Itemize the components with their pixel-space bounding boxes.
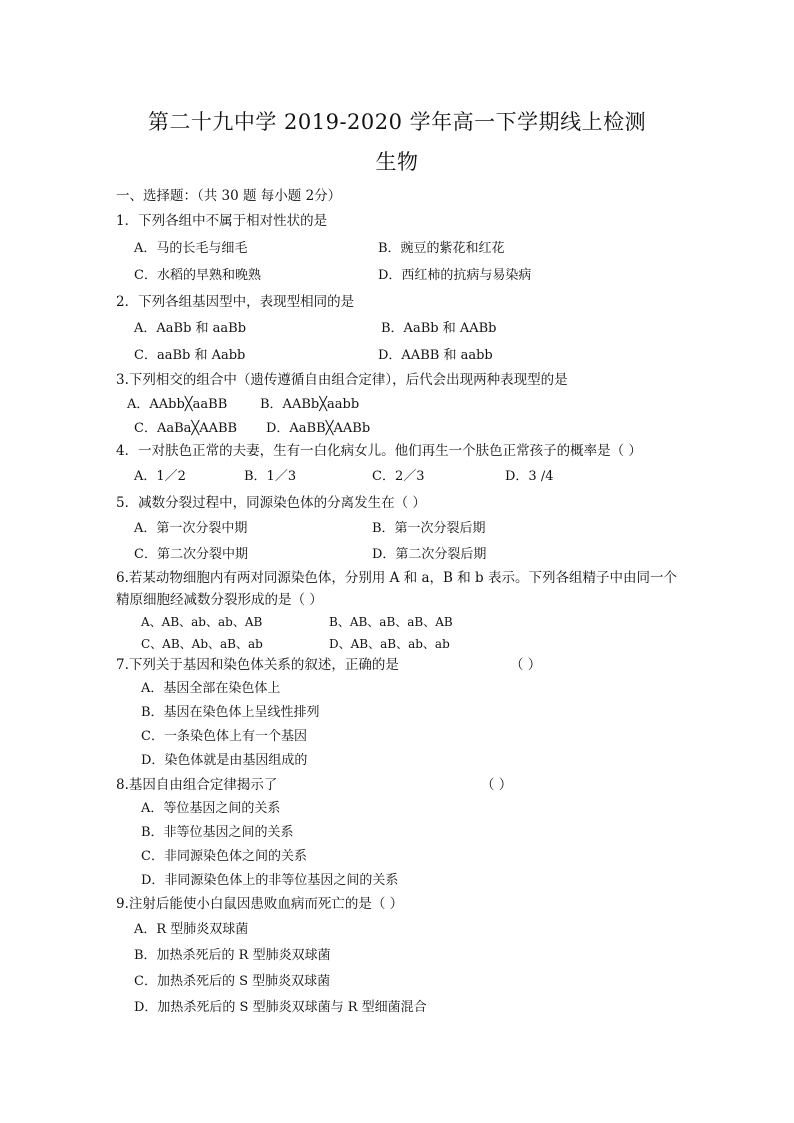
answer-parenthesis: （ ）	[510, 657, 542, 673]
question-option: D、AB、aB、ab、ab	[329, 637, 450, 651]
question-option: D．染色体就是由基因组成的	[141, 753, 308, 768]
question-option: A．AaBb 和 aaBb	[134, 321, 247, 336]
question-stem: 9.注射后能使小白鼠因患败血病而死亡的是（ ）	[116, 896, 404, 912]
question-stem: 1．下列各组中不属于相对性状的是	[116, 213, 328, 229]
question-option: A．第一次分裂中期	[134, 521, 248, 536]
question-option: C．2／3	[372, 469, 425, 484]
question-option: B．第一次分裂后期	[372, 521, 486, 536]
question-option: B．豌豆的紫花和红花	[378, 241, 505, 256]
question-option: D．AABB 和 aabb	[378, 348, 493, 363]
answer-parenthesis: （ ）	[481, 777, 513, 793]
question-option: A、AB、ab、ab、AB	[141, 615, 263, 629]
question-option: C．一条染色体上有一个基因	[141, 729, 307, 744]
question-stem-continued: 精原细胞经减数分裂形成的是（ ）	[116, 592, 323, 608]
question-stem: 6.若某动物细胞内有两对同源染色体，分别用 A 和 a，B 和 b 表示。下列各组精子中由同一个	[116, 570, 677, 586]
question-option: D．第二次分裂后期	[372, 547, 487, 562]
question-option: A．马的长毛与细毛	[134, 241, 248, 256]
exam-title: 第二十九中学 2019-2020 学年高一下学期线上检测	[147, 110, 647, 134]
question-option: D．非同源染色体上的非等位基因之间的关系	[141, 873, 399, 888]
question-option: B．非等位基因之间的关系	[141, 825, 294, 840]
question-option: D．西红柿的抗病与易染病	[378, 268, 532, 283]
question-stem: 8.基因自由组合定律揭示了	[116, 777, 278, 793]
question-option: C．非同源染色体之间的关系	[141, 849, 307, 864]
section-heading: 一、选择题：（共 30 题 每小题 2分）	[116, 188, 342, 204]
question-stem: 7.下列关于基因和染色体关系的叙述，正确的是	[116, 657, 399, 673]
question-option: C、AB、Ab、aB、ab	[141, 637, 263, 651]
question-option: B．加热杀死后的 R 型肺炎双球菌	[134, 948, 331, 963]
question-option: D．加热杀死后的 S 型肺炎双球菌与 R 型细菌混合	[134, 1000, 427, 1015]
question-option: D．AaBB╳AABb	[266, 421, 371, 436]
question-stem: 5．减数分裂过程中，同源染色体的分离发生在（ ）	[116, 495, 426, 511]
question-option: B．基因在染色体上呈线性排列	[141, 705, 320, 720]
question-option: C．AaBa╳AABB	[134, 421, 238, 436]
question-option: C．加热杀死后的 S 型肺炎双球菌	[134, 974, 331, 989]
exam-subject: 生物	[375, 150, 419, 174]
question-option: A．基因全部在染色体上	[141, 681, 281, 696]
question-option: C．aaBb 和 Aabb	[134, 348, 246, 363]
question-stem: 3.下列相交的组合中（遗传遵循自由组合定律），后代会出现两种表现型的是	[116, 372, 568, 388]
question-stem: 2．下列各组基因型中，表现型相同的是	[116, 294, 355, 310]
question-option: A．1／2	[134, 469, 186, 484]
question-option: C．水稻的早熟和晚熟	[134, 268, 261, 283]
question-option: B．AaBb 和 AABb	[381, 321, 497, 336]
question-option: B、AB、aB、aB、AB	[329, 615, 453, 629]
question-option: B．1／3	[244, 469, 297, 484]
question-option: D．3 /4	[505, 469, 554, 484]
question-option: B．AABb╳aabb	[260, 397, 360, 412]
question-option: A．AAbb╳aaBB	[127, 397, 228, 412]
question-option: A．等位基因之间的关系	[141, 801, 281, 816]
question-option: C．第二次分裂中期	[134, 547, 248, 562]
question-option: A．R 型肺炎双球菌	[134, 922, 249, 937]
question-stem: 4．一对肤色正常的夫妻，生有一白化病女儿。他们再生一个肤色正常孩子的概率是（ ）	[116, 443, 642, 459]
